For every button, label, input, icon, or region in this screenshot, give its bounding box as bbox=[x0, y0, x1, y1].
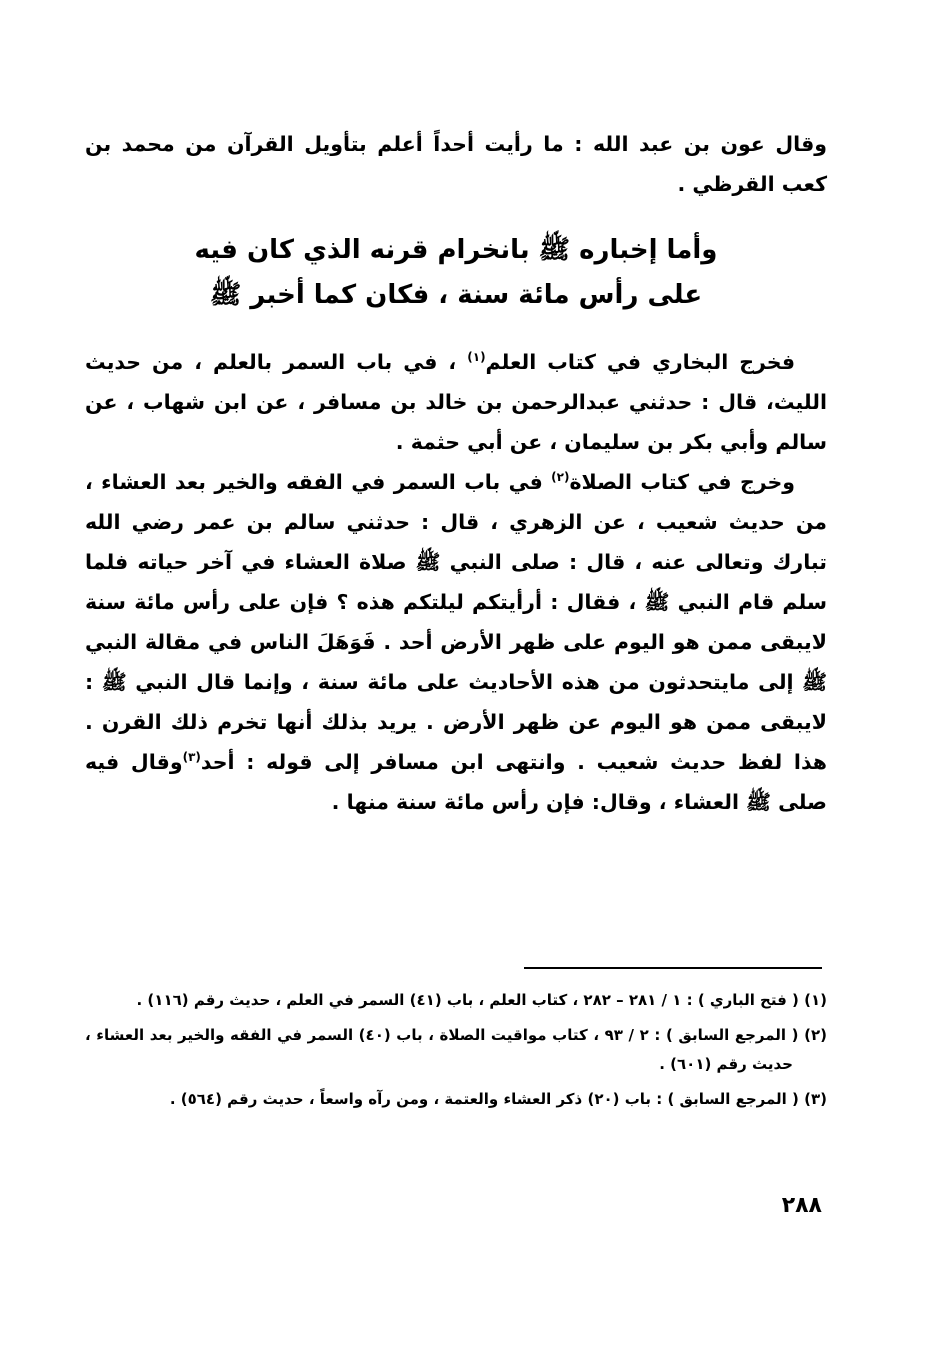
paragraph-bukhari-ilm bbox=[85, 342, 827, 462]
footnote-2: (٢) ( المرجع السابق ) : ٢ / ٩٣ ، كتاب مواقيت الصلاة ، باب (٤٠) السمر في الفقه والخير بعد العشاء ، حديث رقم (٦٠١) . bbox=[85, 1026, 827, 1073]
footnote-1: (١) ( فتح الباري ) : ١ / ٢٨١ – ٢٨٢ ، كتاب العلم ، باب (٤١) السمر في العلم ، حديث رقم (١١٦) . bbox=[136, 991, 827, 1009]
main-text bbox=[85, 342, 827, 822]
paragraph-text: وخرج في كتاب الصلاة bbox=[569, 470, 795, 494]
footnote-3: (٣) ( المرجع السابق ) : باب (٢٠) ذكر العشاء والعتمة ، ومن رآه واسعاً ، حديث رقم (٥٦٤) . bbox=[169, 1090, 827, 1108]
paragraph-text: ، في باب السمر بالعلم ، من حديث الليث، قال : حدثني عبدالرحمن بن خالد بن مسافر ، عن ابن شهاب ، عن سالم وأبي بكر بن سليمان ، عن أبي حثمة . bbox=[85, 350, 827, 454]
footnote-divider bbox=[524, 967, 822, 969]
section-heading-line-2: على رأس مائة سنة ، فكان كما أخبر ﷺ bbox=[209, 280, 703, 310]
footnote-ref-3: (٣) bbox=[182, 750, 201, 765]
footnote-ref-2: (٢) bbox=[551, 470, 570, 485]
paragraph-text: وقال فيه صلى ﷺ العشاء ، وقال: فإن رأس مائة سنة منها . bbox=[85, 750, 827, 814]
paragraph-text: في باب السمر في الفقه والخير بعد العشاء ، من حديث شعيب ، عن الزهري ، قال : حدثني سالم بن عمر رضي الله تبارك وتعالى عنه ، قال : صلى النبي ﷺ صلاة العشاء في آخر حياته فلما سلم قام النبي ﷺ ، فقال : أرأيتكم ليلتكم هذه ؟ فإن على رأس مائة سنة لايبقى ممن هو اليوم على ظهر الأرض أحد . فَوَهَلَ الناس في مقالة النبي ﷺ إلى مايتحدثون من هذه الأحاديث على مائة سنة ، وإنما قال النبي ﷺ : لايبقى ممن هو اليوم عن ظهر الأرض . يريد بذلك أنها تخرم ذلك القرن . هذا لفظ حديث شعيب . وانتهى ابن مسافر إلى قوله : أحد bbox=[85, 470, 828, 774]
page-number: ٢٨٨ bbox=[781, 1193, 822, 1218]
footnotes bbox=[85, 986, 827, 1120]
footnote-ref-1: (١) bbox=[467, 350, 486, 365]
section-heading-line-1: وأما إخباره ﷺ بانخرام قرنه الذي كان فيه bbox=[194, 235, 718, 265]
section-heading bbox=[85, 228, 827, 318]
paragraph-text: فخرج البخاري في كتاب العلم bbox=[485, 350, 795, 374]
paragraph-bukhari-salat bbox=[85, 462, 827, 822]
intro-paragraph: وقال عون بن عبد الله : ما رأيت أحداً أعلم بتأويل القرآن من محمد بن كعب القرظي . bbox=[85, 132, 827, 196]
